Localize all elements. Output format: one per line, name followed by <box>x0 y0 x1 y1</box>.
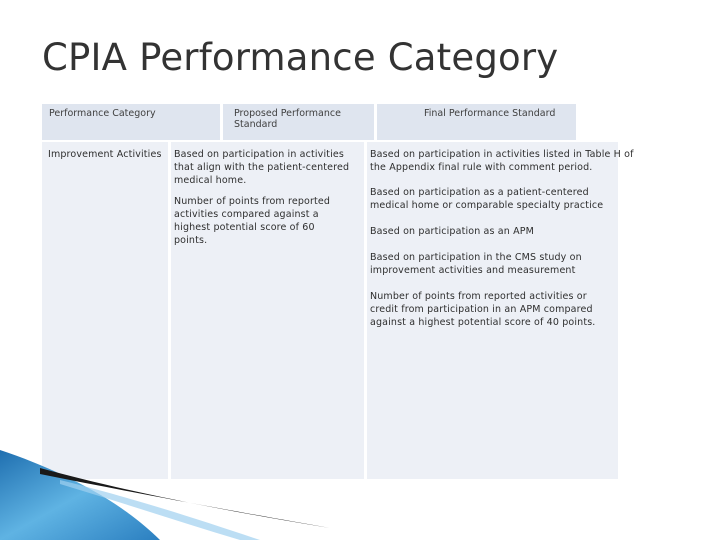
final-standard-4: Based on participation in the CMS study on improvement activities and measurement <box>370 252 582 276</box>
header-cell-final <box>377 104 576 140</box>
final-standard-5: Number of points from reported activities or credit from participation in an APM compared against a highest potential score of 40 points. <box>370 291 596 328</box>
column-divider <box>168 142 171 479</box>
final-standard-3: Based on participation as an APM <box>370 226 534 237</box>
header-cell-category <box>42 104 220 140</box>
proposed-standard-1: Based on participation in activities that align with the patient-centered medical home. <box>174 149 350 186</box>
header-cell-proposed <box>223 104 374 140</box>
category-cell: Improvement Activities <box>48 149 162 160</box>
decorative-swoosh <box>0 450 720 540</box>
header-label: Proposed Performance Standard <box>234 108 341 130</box>
final-standard-1: Based on participation in activities listed in Table H of the Appendix final rule with comment period. <box>370 149 634 173</box>
proposed-standard-2: Number of points from reported activities compared against a highest potential score of 60 points. <box>174 196 331 246</box>
column-divider <box>364 142 367 479</box>
header-label: Performance Category <box>49 108 156 119</box>
header-label: Final Performance Standard <box>424 108 556 119</box>
page-title: CPIA Performance Category <box>42 36 559 79</box>
final-standard-2: Based on participation as a patient-centered medical home or comparable specialty practice <box>370 187 604 211</box>
